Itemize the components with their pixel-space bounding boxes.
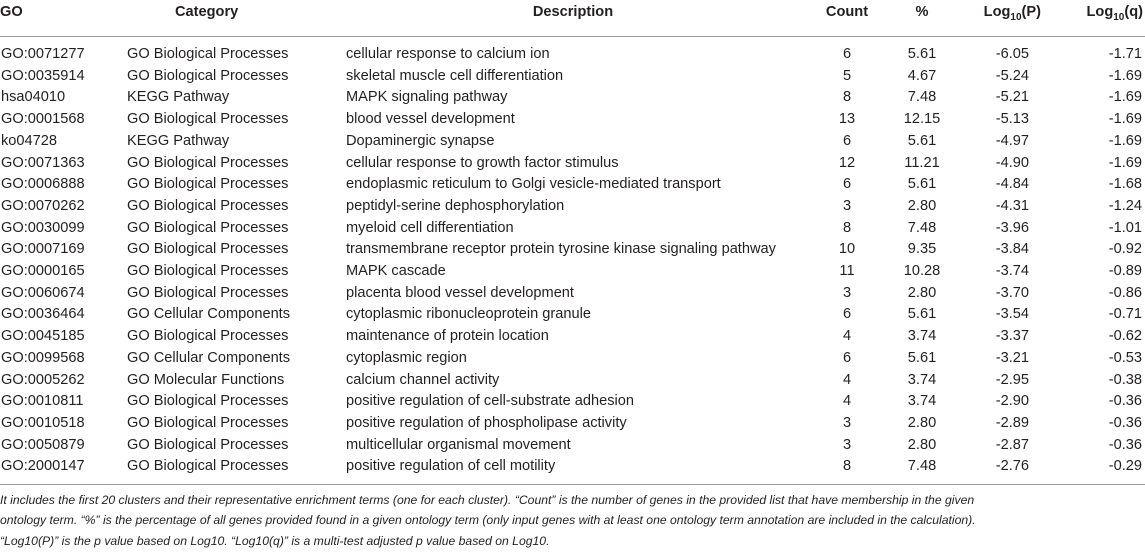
cell-count: 3 xyxy=(842,284,852,301)
cell-percent: 7.48 xyxy=(884,456,960,484)
cell-log-p: -3.74 xyxy=(995,263,1029,280)
table-row xyxy=(0,283,1145,305)
footnote-line-2: ontology term. “%” is the percentage of all genes provided found in a given ontology term (only input genes with at least one ontology term annotation are included in the calculation). xyxy=(0,513,976,528)
cell-log-q: -1.69 xyxy=(1108,111,1142,128)
cell-log-q: -1.71 xyxy=(1108,46,1142,62)
cell-log-p: -3.96 xyxy=(995,219,1029,236)
header-row xyxy=(0,2,1145,37)
cell-log-q: -0.36 xyxy=(1108,436,1142,453)
cell-go: ko04728 xyxy=(1,132,57,149)
cell-log-p: -4.97 xyxy=(995,132,1029,149)
header-description: Description xyxy=(336,2,810,37)
cell-count: 6 xyxy=(842,306,852,323)
enrichment-table xyxy=(0,2,1145,485)
cell-log-p: -4.90 xyxy=(995,154,1029,171)
cell-description: positive regulation of cell motility xyxy=(336,456,810,484)
table-row xyxy=(0,37,1145,66)
cell-category: GO Biological Processes xyxy=(127,241,289,258)
cell-count: 8 xyxy=(810,456,884,484)
cell-category: GO Biological Processes xyxy=(127,414,289,431)
cell-log-p: -5.13 xyxy=(995,111,1029,128)
cell-log-q: -1.68 xyxy=(1108,176,1142,193)
cell-log-q: -1.01 xyxy=(1108,219,1142,236)
table-row xyxy=(0,239,1145,261)
cell-log-q: -0.36 xyxy=(1108,393,1142,410)
cell-description: multicellular organismal movement xyxy=(346,436,571,453)
cell-log-q: -0.71 xyxy=(1108,306,1142,323)
cell-log-p: -3.70 xyxy=(995,284,1029,301)
cell-count: 13 xyxy=(838,111,856,128)
table-row xyxy=(0,87,1145,109)
cell-go: GO:0071277 xyxy=(1,46,85,62)
cell-log-p: -6.05 xyxy=(995,46,1029,62)
header-log-p-suffix: (P) xyxy=(1021,4,1041,20)
table-row xyxy=(0,413,1145,435)
header-count: Count xyxy=(810,2,884,37)
cell-percent: 5.61 xyxy=(907,132,937,149)
cell-go: GO:0045185 xyxy=(1,328,85,345)
cell-count: 4 xyxy=(842,393,852,410)
cell-description: myeloid cell differentiation xyxy=(346,219,514,236)
cell-count: 6 xyxy=(842,132,852,149)
cell-count: 12 xyxy=(838,154,856,171)
cell-percent: 5.61 xyxy=(907,46,937,62)
cell-count: 10 xyxy=(838,241,856,258)
cell-go: GO:0036464 xyxy=(1,306,85,323)
cell-log-p: -2.89 xyxy=(995,414,1029,431)
cell-count: 6 xyxy=(842,349,852,366)
table-row xyxy=(0,131,1145,153)
cell-log-q: -0.36 xyxy=(1108,414,1142,431)
cell-description: skeletal muscle cell differentiation xyxy=(346,67,564,84)
table-row xyxy=(0,153,1145,175)
header-log-q-suffix: (q) xyxy=(1124,4,1143,20)
header-log-p-base: Log xyxy=(983,4,1011,20)
cell-percent: 5.61 xyxy=(907,306,937,323)
cell-go: GO:0005262 xyxy=(1,371,85,388)
cell-log-p: -2.87 xyxy=(995,436,1029,453)
cell-count: 5 xyxy=(842,67,852,84)
cell-log-p: -3.37 xyxy=(995,328,1029,345)
cell-log-p: -3.84 xyxy=(995,241,1029,258)
cell-log-p: -4.84 xyxy=(995,176,1029,193)
cell-description: cellular response to growth factor stimulus xyxy=(346,154,619,171)
cell-percent: 10.28 xyxy=(903,263,941,280)
cell-go: GO:0050879 xyxy=(1,436,85,453)
cell-category: GO Biological Processes xyxy=(127,393,289,410)
cell-description: placenta blood vessel development xyxy=(346,284,574,301)
cell-percent: 4.67 xyxy=(907,67,937,84)
cell-percent: 5.61 xyxy=(907,349,937,366)
cell-count: 3 xyxy=(842,436,852,453)
cell-category: GO Molecular Functions xyxy=(127,371,285,388)
cell-go: GO:0060674 xyxy=(1,284,85,301)
table-row xyxy=(0,304,1145,326)
table-row xyxy=(0,456,1145,484)
cell-log-q: -1.24 xyxy=(1108,197,1142,214)
cell-percent: 3.74 xyxy=(907,371,937,388)
cell-log-q: -0.38 xyxy=(1108,371,1142,388)
cell-description: positive regulation of phospholipase activity xyxy=(346,414,627,431)
cell-log-q: -1.69 xyxy=(1108,89,1142,106)
cell-go: GO:0010811 xyxy=(1,393,84,410)
cell-category: KEGG Pathway xyxy=(127,89,230,106)
cell-go: GO:0030099 xyxy=(1,219,85,236)
cell-category: GO Cellular Components xyxy=(127,349,291,366)
cell-percent: 7.48 xyxy=(907,89,937,106)
cell-count: 4 xyxy=(842,328,852,345)
cell-go: GO:0035914 xyxy=(1,67,85,84)
cell-go: GO:0070262 xyxy=(1,197,85,214)
table-body xyxy=(0,37,1145,485)
cell-log-q: -1.69 xyxy=(1108,154,1142,171)
cell-percent: 3.74 xyxy=(907,328,937,345)
cell-log-q: -0.62 xyxy=(1108,328,1142,345)
header-log-p xyxy=(960,2,1055,37)
footnote-line-3: “Log10(P)” is the p value based on Log10. “Log10(q)” is a multi-test adjusted p value based on Log10. xyxy=(0,533,550,548)
cell-category: GO Biological Processes xyxy=(127,67,289,84)
cell-description: blood vessel development xyxy=(346,111,515,128)
table-row xyxy=(0,66,1145,88)
cell-count: 8 xyxy=(842,89,852,106)
cell-description: endoplasmic reticulum to Golgi vesicle-mediated transport xyxy=(346,176,721,193)
cell-category: GO Biological Processes xyxy=(124,456,336,484)
table-row xyxy=(0,218,1145,240)
cell-count: 6 xyxy=(842,176,852,193)
cell-count: 11 xyxy=(839,263,855,280)
cell-percent: 5.61 xyxy=(907,176,937,193)
cell-category: KEGG Pathway xyxy=(127,132,230,149)
cell-description: MAPK cascade xyxy=(346,263,446,280)
cell-log-q: -0.89 xyxy=(1108,263,1142,280)
cell-category: GO Biological Processes xyxy=(127,111,289,128)
cell-percent: 3.74 xyxy=(907,393,937,410)
header-log-q-sub: 10 xyxy=(1113,11,1125,23)
cell-log-p: -3.54 xyxy=(995,306,1029,323)
table-row xyxy=(0,109,1145,131)
cell-category: GO Biological Processes xyxy=(127,284,289,301)
cell-log-p: -5.24 xyxy=(995,67,1029,84)
cell-log-q: -1.69 xyxy=(1108,67,1142,84)
cell-category: GO Biological Processes xyxy=(127,219,289,236)
cell-category: GO Biological Processes xyxy=(127,436,289,453)
cell-category: GO Biological Processes xyxy=(127,197,289,214)
cell-percent: 2.80 xyxy=(907,197,937,214)
cell-go: GO:0001568 xyxy=(1,111,85,128)
cell-go: GO:0000165 xyxy=(1,263,85,280)
table-header xyxy=(0,2,1145,37)
cell-percent: 2.80 xyxy=(907,436,937,453)
cell-count: 3 xyxy=(842,414,852,431)
cell-log-q: -1.69 xyxy=(1108,132,1142,149)
table-row xyxy=(0,261,1145,283)
cell-description: MAPK signaling pathway xyxy=(346,89,508,106)
cell-description: maintenance of protein location xyxy=(346,328,549,345)
cell-category: GO Biological Processes xyxy=(127,176,289,193)
header-go: GO xyxy=(0,2,124,37)
cell-count: 8 xyxy=(842,219,852,236)
cell-log-q: -0.92 xyxy=(1108,241,1142,258)
table-row xyxy=(0,370,1145,392)
cell-category: GO Biological Processes xyxy=(127,263,289,280)
header-percent: % xyxy=(884,2,960,37)
table-row xyxy=(0,391,1145,413)
cell-category: GO Biological Processes xyxy=(127,154,289,171)
table-row xyxy=(0,435,1145,457)
table-footnote xyxy=(0,490,1140,551)
cell-description: Dopaminergic synapse xyxy=(346,132,495,149)
footnote-line-1: It includes the first 20 clusters and their representative enrichment terms (one for each cluster). “Count” is the number of genes in the provided list that have membership in the given xyxy=(0,493,975,507)
cell-go: GO:0099568 xyxy=(1,349,85,366)
cell-percent: 2.80 xyxy=(907,414,937,431)
table-row xyxy=(0,174,1145,196)
cell-log-p: -2.90 xyxy=(995,393,1029,410)
cell-log-p: -5.21 xyxy=(995,89,1029,106)
cell-percent: 11.21 xyxy=(904,154,940,171)
table-row xyxy=(0,196,1145,218)
cell-go: GO:0007169 xyxy=(1,241,85,258)
cell-percent: 7.48 xyxy=(907,219,937,236)
cell-category: GO Biological Processes xyxy=(127,46,289,62)
cell-percent: 12.15 xyxy=(903,111,941,128)
cell-log-q: -0.29 xyxy=(1055,456,1145,484)
cell-description: transmembrane receptor protein tyrosine kinase signaling pathway xyxy=(346,241,776,258)
cell-description: peptidyl-serine dephosphorylation xyxy=(346,197,565,214)
cell-percent: 2.80 xyxy=(907,284,937,301)
cell-log-p: -3.21 xyxy=(995,349,1029,366)
cell-log-p: -2.95 xyxy=(995,371,1029,388)
cell-category: GO Biological Processes xyxy=(127,328,289,345)
header-log-q-base: Log xyxy=(1086,4,1114,20)
header-log-p-sub: 10 xyxy=(1010,11,1022,23)
cell-description: cytoplasmic region xyxy=(346,349,467,366)
cell-description: cytoplasmic ribonucleoprotein granule xyxy=(346,306,591,323)
cell-count: 4 xyxy=(842,371,852,388)
cell-log-q: -0.53 xyxy=(1108,349,1142,366)
cell-go: GO:0006888 xyxy=(1,176,85,193)
table-row xyxy=(0,348,1145,370)
cell-category: GO Cellular Components xyxy=(127,306,291,323)
cell-count: 6 xyxy=(842,46,852,62)
header-category: Category xyxy=(124,2,336,37)
cell-description: positive regulation of cell-substrate adhesion xyxy=(346,393,634,410)
cell-description: calcium channel activity xyxy=(346,371,500,388)
cell-description: cellular response to calcium ion xyxy=(346,46,550,62)
cell-go: hsa04010 xyxy=(1,89,66,106)
cell-count: 3 xyxy=(842,197,852,214)
cell-go: GO:0010518 xyxy=(1,414,85,431)
cell-go: GO:0071363 xyxy=(1,154,85,171)
header-log-q xyxy=(1055,2,1145,37)
cell-log-q: -0.86 xyxy=(1108,284,1142,301)
cell-log-p: -2.76 xyxy=(960,456,1055,484)
cell-percent: 9.35 xyxy=(907,241,937,258)
cell-go: GO:2000147 xyxy=(0,456,124,484)
cell-log-p: -4.31 xyxy=(995,197,1029,214)
table-row xyxy=(0,326,1145,348)
